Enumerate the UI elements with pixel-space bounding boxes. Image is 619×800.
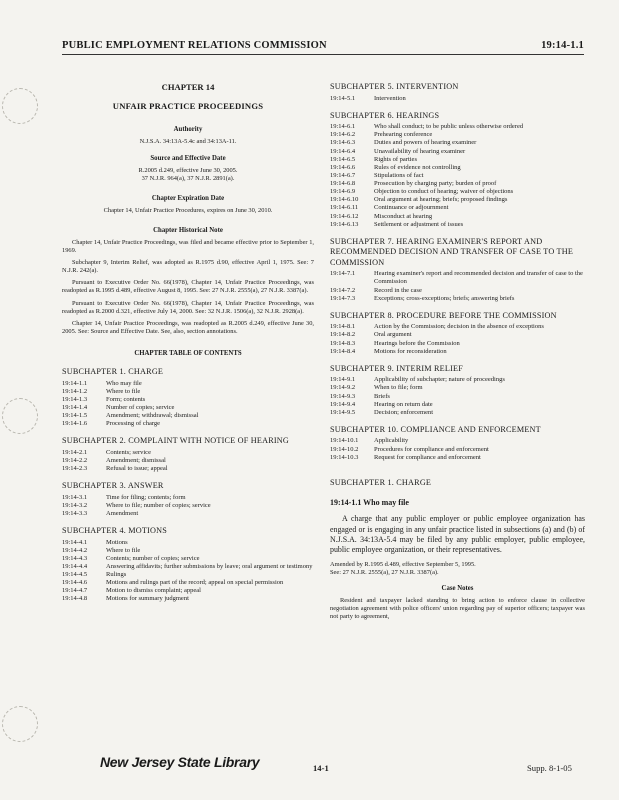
subchapter-heading: SUBCHAPTER 1. CHARGE bbox=[62, 367, 164, 377]
toc-section-number: 19:14-10.2 bbox=[330, 445, 359, 453]
toc-section-title: Objection to conduct of hearing; waiver of objections bbox=[374, 188, 514, 196]
toc-section-title: Prosecution by charging party; burden of proof bbox=[374, 180, 497, 187]
toc-section-title: Amendment bbox=[106, 509, 139, 517]
binder-hole bbox=[2, 398, 38, 434]
toc-section-number: 19:14-7.1 bbox=[330, 270, 356, 278]
toc-section-title: Time for filing; contents; form bbox=[106, 493, 186, 501]
toc-entry bbox=[330, 393, 585, 401]
toc-section-number: 19:14-6.10 bbox=[330, 196, 359, 204]
toc-section-number: 19:14-6.9 bbox=[330, 188, 356, 196]
toc-entry bbox=[62, 420, 314, 428]
toc-section-number: 19:14-4.6 bbox=[62, 579, 88, 587]
section-text: A charge that any public employer or public employee organization has engaged or is engaging in any unfair practice listed in subsections (a) and (b) of N.J.S.A. 34:13A-5.4 may be filed by any public employer, public employee, public employee organization, or their representatives. bbox=[330, 514, 585, 555]
toc-section-title: Prehearing conference bbox=[374, 131, 433, 139]
toc-right bbox=[330, 82, 585, 462]
toc-section-number: 19:14-2.1 bbox=[62, 448, 88, 456]
amendment-note: See: 27 N.J.R. 2555(a), 27 N.J.R. 3387(a). bbox=[330, 568, 439, 576]
toc-entry bbox=[330, 164, 585, 172]
history-notes bbox=[62, 239, 314, 337]
subchapter-heading: SUBCHAPTER 1. CHARGE bbox=[330, 477, 432, 487]
toc-entry bbox=[330, 401, 585, 409]
toc-section-title: Contents; number of copies; service bbox=[106, 554, 200, 562]
authority-heading: Authority bbox=[173, 126, 203, 133]
toc-section-title: Rights of parties bbox=[374, 155, 417, 163]
toc-section-title: Form; contents bbox=[106, 395, 146, 403]
toc-section-title: Procedures for compliance and enforcement bbox=[374, 445, 489, 453]
toc-section-number: 19:14-4.7 bbox=[62, 587, 88, 595]
source-heading: Source and Effective Date bbox=[150, 154, 226, 162]
toc-entry bbox=[330, 196, 585, 204]
toc-entry bbox=[330, 340, 585, 348]
toc-section-number: 19:14-1.4 bbox=[62, 403, 88, 411]
toc-section-number: 19:14-8.2 bbox=[330, 331, 356, 339]
toc-section-title: Intervention bbox=[374, 94, 406, 102]
toc-section-number: 19:14-8.1 bbox=[330, 323, 356, 331]
toc-section-number: 19:14-1.5 bbox=[62, 412, 88, 420]
toc-entry bbox=[330, 213, 585, 221]
toc-section-number: 19:14-6.5 bbox=[330, 155, 356, 163]
toc-section-title: Misconduct at hearing bbox=[374, 212, 433, 220]
toc-section-number: 19:14-9.5 bbox=[330, 408, 356, 416]
toc-entry bbox=[62, 396, 314, 404]
toc-section-number: 19:14-7.2 bbox=[330, 286, 356, 294]
toc-entry bbox=[330, 446, 585, 454]
toc-entry bbox=[330, 148, 585, 156]
toc-section-title: Rules of evidence not controlling bbox=[374, 163, 461, 171]
toc-entry bbox=[62, 388, 314, 396]
right-column bbox=[330, 82, 585, 625]
toc-section-number: 19:14-4.5 bbox=[62, 571, 88, 579]
toc-section-title: Applicability of subchapter; nature of proceedings bbox=[374, 376, 505, 384]
expiration-text: Chapter 14, Unfair Practice Procedures, expires on June 30, 2010. bbox=[103, 206, 273, 214]
toc-entry bbox=[330, 454, 585, 462]
toc-entry bbox=[62, 404, 314, 412]
toc-section-number: 19:14-6.6 bbox=[330, 163, 356, 171]
toc-section-title: Motions for reconsideration bbox=[374, 347, 447, 355]
page-number: 14-1 bbox=[313, 763, 329, 773]
supplement-date: Supp. 8-1-05 bbox=[527, 763, 572, 773]
toc-section-title: Applicability bbox=[374, 437, 409, 445]
toc-entry bbox=[62, 449, 314, 457]
toc-entry bbox=[62, 555, 314, 563]
toc-section-title: Settlement or adjustment of issues bbox=[374, 220, 464, 228]
toc-section-number: 19:14-1.1 bbox=[62, 379, 88, 387]
history-paragraph: Pursuant to Executive Order No. 66(1978), Chapter 14, Unfair Practice Proceedings, was readopted as R.2000 d.321, effective July 14, 2000. See: 32 N.J.R. 1506(a), 32 N.J.R. 2928(a). bbox=[62, 299, 314, 315]
toc-section-number: 19:14-4.1 bbox=[62, 538, 88, 546]
toc-section-title: Briefs bbox=[374, 392, 390, 400]
toc-entry bbox=[330, 348, 585, 356]
toc-section-title: Oral argument bbox=[374, 331, 412, 339]
library-logo: New Jersey State Library bbox=[100, 754, 260, 770]
toc-section-title: Where to file; number of copies; service bbox=[106, 501, 211, 509]
toc-entry bbox=[330, 270, 585, 286]
toc-section-title: Rulings bbox=[106, 571, 127, 579]
toc-section-number: 19:14-6.3 bbox=[330, 139, 356, 147]
toc-heading: CHAPTER TABLE OF CONTENTS bbox=[134, 350, 242, 358]
toc-section-number: 19:14-6.11 bbox=[330, 204, 359, 212]
toc-section-number: 19:14-6.8 bbox=[330, 180, 356, 187]
toc-left bbox=[62, 367, 314, 604]
toc-entry bbox=[330, 172, 585, 180]
toc-section-title: Motions for summary judgment bbox=[106, 595, 189, 603]
chapter-number: CHAPTER 14 bbox=[161, 82, 215, 92]
toc-entry bbox=[62, 563, 314, 571]
toc-section-number: 19:14-8.4 bbox=[330, 347, 356, 355]
toc-section-title: Record in the case bbox=[374, 286, 422, 294]
toc-section-title: Hearing on return date bbox=[374, 400, 433, 408]
toc-section-number: 19:14-1.3 bbox=[62, 395, 88, 403]
toc-entry bbox=[62, 412, 314, 420]
toc-section-number: 19:14-10.1 bbox=[330, 437, 359, 445]
toc-entry bbox=[330, 437, 585, 445]
toc-entry bbox=[330, 376, 585, 384]
toc-entry bbox=[330, 323, 585, 331]
toc-section-number: 19:14-6.12 bbox=[330, 212, 359, 220]
toc-entry bbox=[330, 409, 585, 417]
toc-section-title: Contents; service bbox=[106, 448, 151, 456]
toc-section-title: When to file; form bbox=[374, 384, 423, 392]
toc-section-number: 19:14-6.4 bbox=[330, 147, 356, 155]
toc-entry bbox=[62, 547, 314, 555]
header-title: PUBLIC EMPLOYMENT RELATIONS COMMISSION bbox=[62, 40, 327, 51]
toc-section-title: Answering affidavits; further submissions by leave; oral argument or testimony bbox=[106, 562, 313, 570]
toc-section-number: 19:14-9.3 bbox=[330, 392, 356, 400]
toc-section-number: 19:14-1.2 bbox=[62, 387, 88, 395]
toc-entry bbox=[62, 502, 314, 510]
toc-section-title: Action by the Commission; decision in the absence of exceptions bbox=[374, 323, 544, 331]
toc-entry bbox=[330, 204, 585, 212]
header-rule bbox=[62, 54, 584, 55]
toc-section-title: Where to file bbox=[106, 546, 141, 554]
subchapter-heading: SUBCHAPTER 8. PROCEDURE BEFORE THE COMMISSION bbox=[330, 310, 557, 320]
toc-entry bbox=[330, 295, 585, 303]
subchapter-heading: SUBCHAPTER 2. COMPLAINT WITH NOTICE OF HEARING bbox=[62, 436, 290, 446]
toc-section-title: Amendment; withdrawal; dismissal bbox=[106, 412, 199, 420]
section-heading: 19:14-1.1 Who may file bbox=[330, 498, 409, 508]
toc-entry bbox=[62, 457, 314, 465]
toc-section-title: Number of copies; service bbox=[106, 403, 175, 411]
toc-section-number: 19:14-9.1 bbox=[330, 376, 356, 384]
toc-section-number: 19:14-6.7 bbox=[330, 171, 356, 179]
toc-section-title: Amendment; dismissal bbox=[106, 456, 166, 464]
toc-section-title: Where to file bbox=[106, 387, 141, 395]
toc-section-number: 19:14-2.3 bbox=[62, 465, 88, 473]
history-paragraph: Pursuant to Executive Order No. 66(1978), Chapter 14, Unfair Practice Proceedings, was readopted as R.1995 d.489, effective August 8, 1995. See: 27 N.J.R. 2555(a), 27 N.J.R. 3387(a). bbox=[62, 279, 314, 295]
toc-section-number: 19:14-9.4 bbox=[330, 400, 356, 408]
toc-section-title: Motions and rulings part of the record; appeal on special permission bbox=[106, 579, 284, 587]
toc-entry bbox=[330, 156, 585, 164]
toc-entry bbox=[62, 465, 314, 473]
toc-section-title: Unavailability of hearing examiner bbox=[374, 147, 466, 155]
history-paragraph: Chapter 14, Unfair Practice Proceedings, was filed and became effective prior to September 1, 1969. bbox=[62, 238, 314, 254]
subchapter-heading: SUBCHAPTER 9. INTERIM RELIEF bbox=[330, 363, 463, 373]
running-header bbox=[62, 40, 584, 51]
toc-entry bbox=[330, 221, 585, 229]
toc-section-title: Processing of charge bbox=[106, 420, 161, 428]
toc-section-title: Decision; enforcement bbox=[374, 408, 434, 416]
toc-section-number: 19:14-4.2 bbox=[62, 546, 88, 554]
toc-section-number: 19:14-1.6 bbox=[62, 420, 88, 428]
history-paragraph: Chapter 14, Unfair Practice Proceedings, was readopted as R.2005 d.249, effective June 30, 2005. See: Source and Effective Date. See, also, section annotations. bbox=[62, 320, 314, 336]
source-line: 37 N.J.R. 964(a), 37 N.J.R. 2891(a). bbox=[141, 174, 235, 182]
toc-section-title: Request for compliance and enforcement bbox=[374, 453, 481, 461]
toc-section-number: 19:14-5.1 bbox=[330, 94, 356, 102]
left-column bbox=[62, 82, 314, 604]
subchapter-heading: SUBCHAPTER 5. INTERVENTION bbox=[330, 82, 459, 91]
toc-entry bbox=[62, 510, 314, 518]
toc-entry bbox=[330, 180, 585, 188]
history-heading: Chapter Historical Note bbox=[153, 226, 223, 234]
toc-entry bbox=[62, 571, 314, 579]
subchapter-heading: SUBCHAPTER 3. ANSWER bbox=[62, 481, 164, 491]
case-notes-text: Resident and taxpayer lacked standing to bring action to enforce clause in collective negotiation agreement with police officers' union regarding pay of superior officers; taxpayer was not party to agreement, bbox=[330, 596, 585, 620]
toc-section-number: 19:14-8.3 bbox=[330, 339, 356, 347]
toc-entry bbox=[62, 595, 314, 603]
toc-entry bbox=[330, 188, 585, 196]
toc-section-title: Refusal to issue; appeal bbox=[106, 465, 168, 473]
toc-entry bbox=[62, 494, 314, 502]
toc-entry bbox=[330, 384, 585, 392]
toc-entry bbox=[62, 539, 314, 547]
binder-hole bbox=[2, 88, 38, 124]
subchapter-heading: SUBCHAPTER 4. MOTIONS bbox=[62, 526, 167, 536]
toc-section-number: 19:14-10.3 bbox=[330, 453, 359, 461]
toc-section-number: 19:14-3.2 bbox=[62, 501, 88, 509]
toc-section-title: Stipulations of fact bbox=[374, 171, 424, 179]
authority-text: N.J.S.A. 34:13A-5.4c and 34:13A-11. bbox=[139, 137, 237, 145]
chapter-title: UNFAIR PRACTICE PROCEEDINGS bbox=[112, 101, 264, 111]
toc-section-number: 19:14-4.4 bbox=[62, 562, 88, 570]
toc-section-title: Exceptions; cross-exceptions; briefs; answering briefs bbox=[374, 294, 515, 302]
toc-section-title: Hearings before the Commission bbox=[374, 339, 460, 347]
toc-entry bbox=[330, 131, 585, 139]
toc-section-title: Duties and powers of hearing examiner bbox=[374, 139, 477, 147]
toc-entry bbox=[330, 95, 585, 103]
toc-section-number: 19:14-7.3 bbox=[330, 294, 356, 302]
toc-section-title: Motion to dismiss complaint; appeal bbox=[106, 587, 201, 595]
toc-section-title: Hearing examiner's report and recommended decision and transfer of case to the Commission bbox=[374, 270, 583, 286]
toc-section-title: Who may file bbox=[106, 379, 142, 387]
case-notes-heading: Case Notes bbox=[441, 584, 474, 592]
toc-section-title: Motions bbox=[106, 538, 128, 546]
toc-entry bbox=[330, 287, 585, 295]
subchapter-heading: SUBCHAPTER 10. COMPLIANCE AND ENFORCEMENT bbox=[330, 424, 541, 434]
expiration-heading: Chapter Expiration Date bbox=[151, 194, 225, 202]
toc-section-number: 19:14-2.2 bbox=[62, 456, 88, 464]
toc-entry bbox=[330, 331, 585, 339]
toc-section-title: Who shall conduct; to be public unless otherwise ordered bbox=[374, 123, 524, 131]
toc-section-number: 19:14-4.3 bbox=[62, 554, 88, 562]
source-line: R.2005 d.249, effective June 30, 2005. bbox=[138, 166, 238, 174]
toc-entry bbox=[62, 587, 314, 595]
amendment-note: Amended by R.1995 d.489, effective September 5, 1995. bbox=[330, 560, 476, 568]
toc-section-number: 19:14-6.2 bbox=[330, 131, 356, 139]
history-paragraph: Subchapter 9, Interim Relief, was adopted as R.1975 d.90, effective April 1, 1975. See: 7 N.J.R. 242(a). bbox=[62, 258, 314, 275]
toc-entry bbox=[62, 380, 314, 388]
toc-entry bbox=[62, 579, 314, 587]
toc-entry bbox=[330, 123, 585, 131]
binder-hole bbox=[2, 706, 38, 742]
header-section: 19:14-1.1 bbox=[541, 40, 584, 51]
toc-section-number: 19:14-6.13 bbox=[330, 220, 359, 228]
toc-section-number: 19:14-6.1 bbox=[330, 123, 356, 131]
subchapter-heading: SUBCHAPTER 6. HEARINGS bbox=[330, 110, 440, 120]
toc-section-title: Oral argument at hearing; briefs; proposed findings bbox=[374, 196, 508, 204]
toc-section-title: Continuance or adjournment bbox=[374, 204, 449, 212]
subchapter-heading: SUBCHAPTER 7. HEARING EXAMINER'S REPORT AND RECOMMENDED DECISION AND TRANSFER OF CASE TO THE COMMISSION bbox=[330, 236, 574, 267]
toc-section-number: 19:14-9.2 bbox=[330, 384, 356, 392]
toc-section-number: 19:14-3.1 bbox=[62, 493, 88, 501]
toc-section-number: 19:14-4.8 bbox=[62, 595, 88, 603]
toc-section-number: 19:14-3.3 bbox=[62, 509, 88, 517]
toc-entry bbox=[330, 139, 585, 147]
